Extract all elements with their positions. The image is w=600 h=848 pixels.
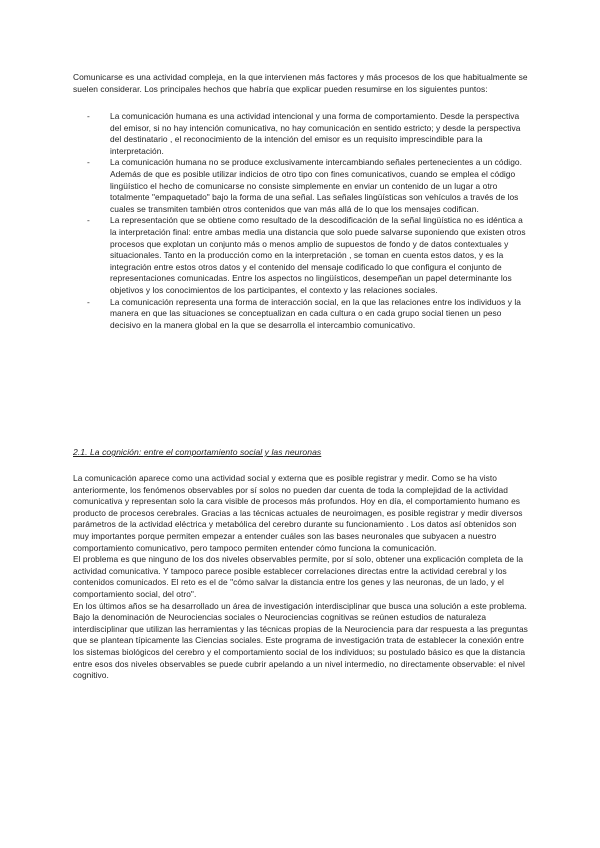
list-item-text: La comunicación humana no se produce exclusivamente intercambiando señales pertenecientes a un código. Además de que es posible utilizar indicios de otro tipo con fines comunicativos, cuando se emplea el código lingüístico el hecho de comunicarse no consiste simplemente en enviar un contenido de un lugar a otro totalmente "empaquetado" bajo la forma de una señal. Las señales lingüísticas son vehículos a través de los cuales se transmiten también otros contenidos que van más allá de lo que los mensajes codifican. (110, 157, 523, 214)
body-paragraph: En los últimos años se ha desarrollado un área de investigación interdisciplinar que busca una solución a este problema. Bajo la denominación de Neurociencias sociales o Neurociencias cognitivas se reúnen estudios de naturaleza interdisciplinar que utilizan las herramientas y las técnicas propias de la Neurociencia para dar respuesta a las preguntas que se plantean típicamente las Ciencias sociales. Este programa de investigación trata de establecer la conexión entre los sistemas biológicos del cerebro y el comportamiento social de los individuos; su postulado básico es que la distancia entre esos dos niveles observables se puede cubrir apelando a un nivel intermedio, no directamente observable: el nivel cognitivo. (73, 600, 528, 681)
body-paragraph: La comunicación aparece como una actividad social y externa que es posible registrar y medir. Como se ha visto anteriormente, los fenómenos observables por sí solos no pueden dar cuenta de toda la complejidad de la actividad comunicativa y representan solo la cara visible de procesos más profundos. Hoy en día, el comportamiento humano es producto de procesos cerebrales. Gracias a las técnicas actuales de neuroimagen, es posible registrar y medir diversos parámetros de la actividad eléctrica y metabólica del cerebro durante su funcionamiento . Los datos así obtenidos son muy importantes porque permiten empezar a entender cuáles son las bases neuronales que subyacen a nuestro comportamiento comunicativo, pero tampoco permiten entender cómo funciona la comunicación. (73, 473, 523, 553)
bullet-dash: - (87, 111, 90, 121)
body-paragraph: El problema es que ninguno de los dos niveles observables permite, por sí solo, obtener una explicación completa de la actividad comunicativa. Y tampoco parece posible establecer correlaciones directas entre la actividad cerebral y los contenidos comunicados. El reto es el de "cómo salvar la distancia entre los genes y las neuronas, de un lado, y el comportamiento social, del otro". (73, 554, 524, 599)
list-item (87, 157, 530, 215)
section-body (73, 473, 530, 682)
list-item-text: La representación que se obtiene como resultado de la descodificación de la señal lingüística no es idéntica a la interpretación final: entre ambas media una distancia que solo puede salvarse suponiendo que existen otros procesos que explotan un conjunto más o menos amplio de supuestos de fondo y de datos contextuales y situacionales. Tanto en la producción como en la interpretación , se toman en cuenta estos datos, y es la integración entre estos otros datos y el contenido del mensaje codificado lo que configura el conjunto de representaciones comunicadas. Entre los aspectos no lingüísticos, desempeñan un papel determinante los objetivos y los conocimientos de los participantes, el contexto y las relaciones sociales. (110, 215, 526, 295)
list-item (87, 111, 530, 157)
bullet-dash: - (87, 296, 90, 307)
intro-paragraph: Comunicarse es una actividad compleja, en la que intervienen más factores y más procesos de los que habitualmente se suelen considerar. Los principales hechos que habría que explicar pueden resumirse en los siguientes puntos: (73, 72, 528, 94)
bullet-dash: - (87, 157, 90, 168)
section-heading: 2.1. La cognición: entre el comportamiento social y las neuronas (73, 447, 322, 457)
list-item-text: La comunicación representa una forma de interacción social, en la que las relaciones entre los individuos y la manera en que las situaciones se conceptualizan en cada cultura o en cada grupo social tienen un peso decisivo en la manera global en la que se desarrolla el intercambio comunicativo. (110, 296, 521, 330)
list-item (87, 297, 530, 332)
list-item (87, 215, 530, 296)
bullet-list (87, 111, 530, 331)
bullet-dash: - (87, 215, 90, 226)
list-item-text: La comunicación humana es una actividad intencional y una forma de comportamiento. Desde la perspectiva del emisor, si no hay intención comunicativa, no hay comunicación en sentido estricto; y desde la perspectiva del destinatario , el reconocimiento de la intención del emisor es un requisito imprescindible para la interpretación. (110, 111, 521, 156)
